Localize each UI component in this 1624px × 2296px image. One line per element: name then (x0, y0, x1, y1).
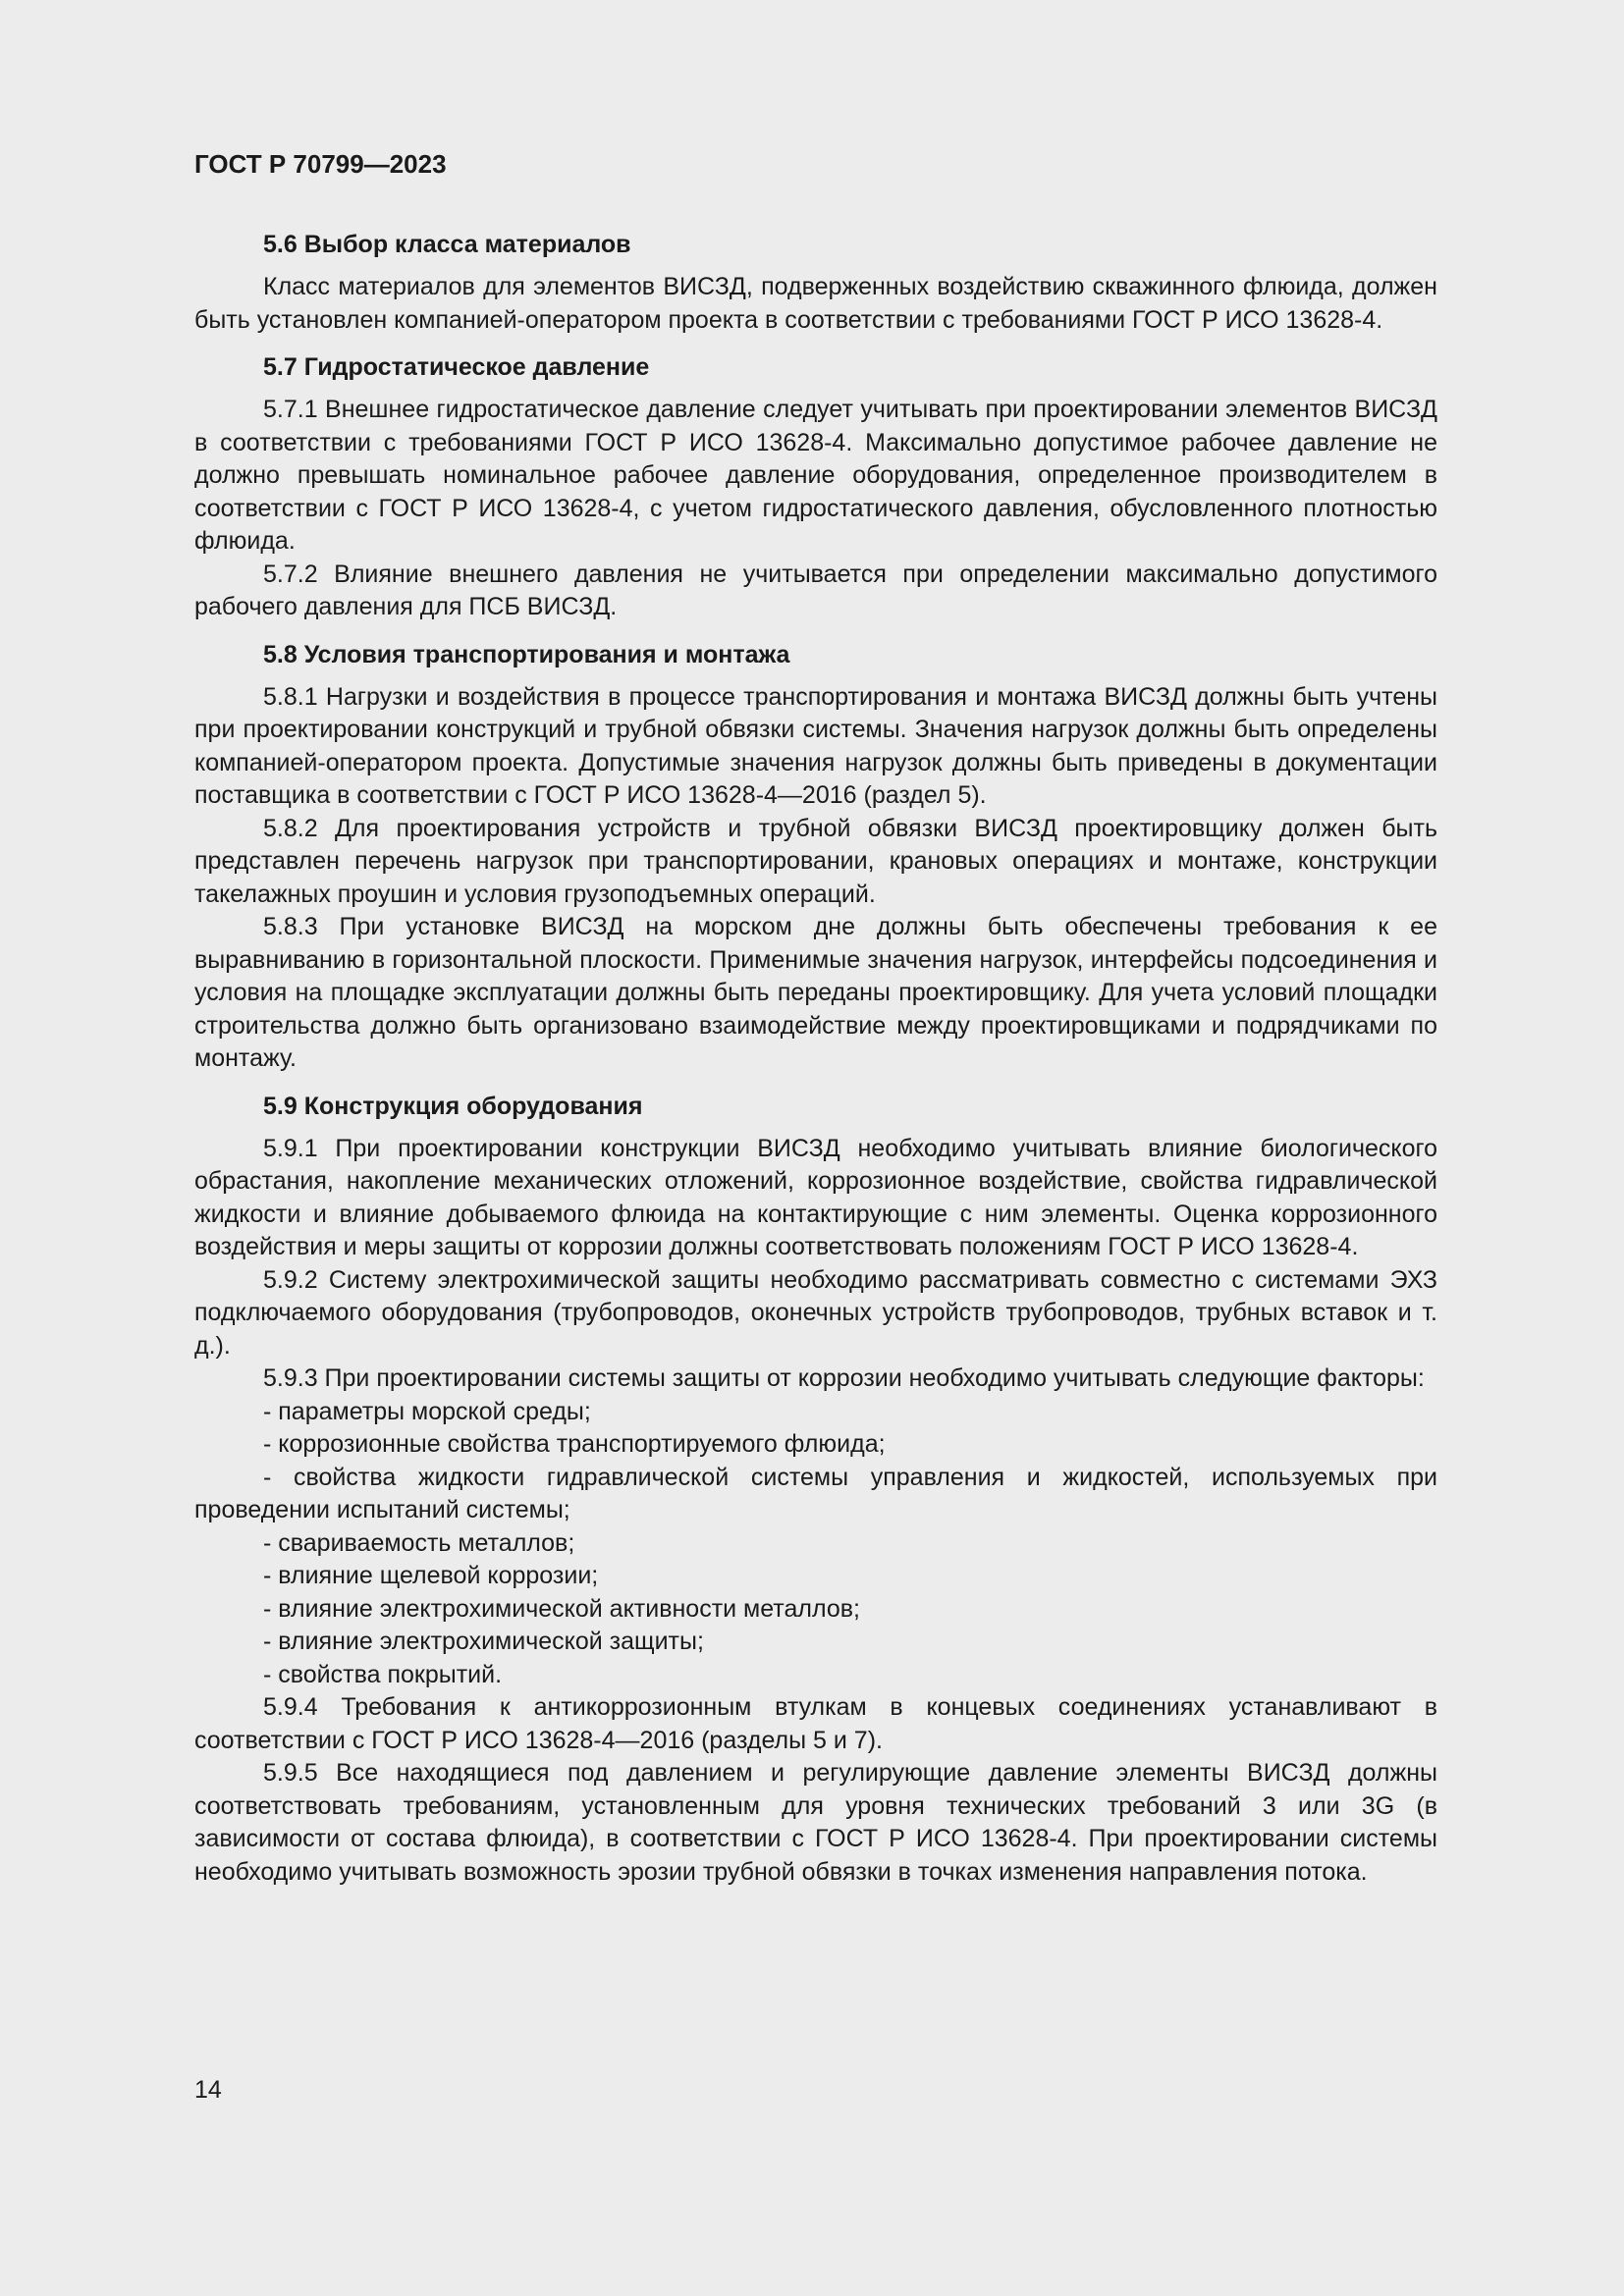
section-5-9 (194, 1090, 1437, 1890)
list-item: - параметры морской среды; (263, 1397, 591, 1425)
section-5-8 (194, 638, 1437, 1076)
paragraph: 5.7.1 Внешнее гидростатическое давление следует учитывать при проектировании элементов ВИСЗД в соответствии с требованиями ГОСТ Р ИСО 13628-4. Максимально допустимое рабочее давление не должно превышать номинальное рабочее давление оборудования, определенное производителем в соответствии с ГОСТ Р ИСО 13628-4, с учетом гидростатического давления, обусловленного плотностью флюида. (194, 396, 1437, 555)
page-number: 14 (194, 2076, 222, 2104)
section-heading: 5.9 Конструкция оборудования (263, 1092, 643, 1120)
list-item: - свариваемость металлов; (263, 1528, 575, 1557)
paragraph: 5.7.2 Влияние внешнего давления не учитывается при определении максимально допустимого рабочего давления для ПСБ ВИСЗД. (194, 560, 1437, 620)
document-header: ГОСТ Р 70799—2023 (194, 149, 447, 179)
section-heading: 5.7 Гидростатическое давление (263, 353, 650, 381)
list-item: - влияние щелевой коррозии; (263, 1562, 599, 1589)
paragraph: 5.9.4 Требования к антикоррозионным втулкам в концевых соединениях устанавливают в соответствии с ГОСТ Р ИСО 13628-4—2016 (разделы 5 и 7). (194, 1693, 1437, 1754)
paragraph: Класс материалов для элементов ВИСЗД, подверженных воздействию скважинного флюида, должен быть установлен компанией-оператором проекта в соответствии с требованиями ГОСТ Р ИСО 13628-4. (194, 273, 1437, 334)
paragraph: 5.8.2 Для проектирования устройств и трубной обвязки ВИСЗД проектировщику должен быть представлен перечень нагрузок при транспортировании, крановых операциях и монтаже, конструкции такелажных проушин и условия грузоподъемных операций. (194, 814, 1437, 908)
list-item: - свойства жидкости гидравлической системы управления и жидкостей, используемых при проведении испытаний системы; (194, 1463, 1437, 1523)
section-heading: 5.8 Условия транспортирования и монтажа (263, 640, 790, 668)
paragraph: 5.9.3 При проектировании системы защиты от коррозии необходимо учитывать следующие факторы: (263, 1364, 1425, 1392)
list-item: - свойства покрытий. (263, 1660, 503, 1688)
section-5-7 (194, 350, 1437, 624)
list-item: - влияние электрохимической активности металлов; (263, 1594, 860, 1623)
list-item: - коррозионные свойства транспортируемого флюида; (263, 1430, 886, 1458)
paragraph: 5.8.3 При установке ВИСЗД на морском дне должны быть обеспечены требования к ее выравниванию в горизонтальной плоскости. Применимые значения нагрузок, интерфейсы подсоединения и условия на площадке эксплуатации должны быть переданы проектировщику. Для учета условий площадки строительства должно быть организовано взаимодействие между проектировщиками и подрядчиками по монтажу. (194, 913, 1437, 1072)
section-5-6 (194, 228, 1437, 337)
section-heading: 5.6 Выбор класса материалов (263, 231, 631, 258)
paragraph: 5.9.1 При проектировании конструкции ВИСЗД необходимо учитывать влияние биологического обрастания, накопление механических отложений, коррозионное воздействие, свойства гидравлической жидкости и влияние добываемого флюида на контактирующие с ним элементы. Оценка коррозионного воздействия и меры защиты от коррозии должны соответствовать положениям ГОСТ Р ИСО 13628-4. (194, 1134, 1437, 1260)
document-body (194, 228, 1437, 1889)
list-item: - влияние электрохимической защиты; (263, 1628, 704, 1655)
paragraph: 5.8.1 Нагрузки и воздействия в процессе транспортирования и монтажа ВИСЗД должны быть учтены при проектировании конструкций и трубной обвязки системы. Значения нагрузок должны быть определены компанией-оператором проекта. Допустимые значения нагрузок должны быть приведены в документации поставщика в соответствии с ГОСТ Р ИСО 13628-4—2016 (раздел 5). (194, 682, 1437, 809)
paragraph: 5.9.2 Систему электрохимической защиты необходимо рассматривать совместно с системами ЭХЗ подключаемого оборудования (трубопроводов, оконечных устройств трубопроводов, трубных вставок и т. д.). (194, 1265, 1437, 1360)
paragraph: 5.9.5 Все находящиеся под давлением и регулирующие давление элементы ВИСЗД должны соответствовать требованиям, установленным для уровня технических требований 3 или 3G (в зависимости от состава флюида), в соответствии с ГОСТ Р ИСО 13628-4. При проектировании системы необходимо учитывать возможность эрозии трубной обвязки в точках изменения направления потока. (194, 1759, 1437, 1886)
